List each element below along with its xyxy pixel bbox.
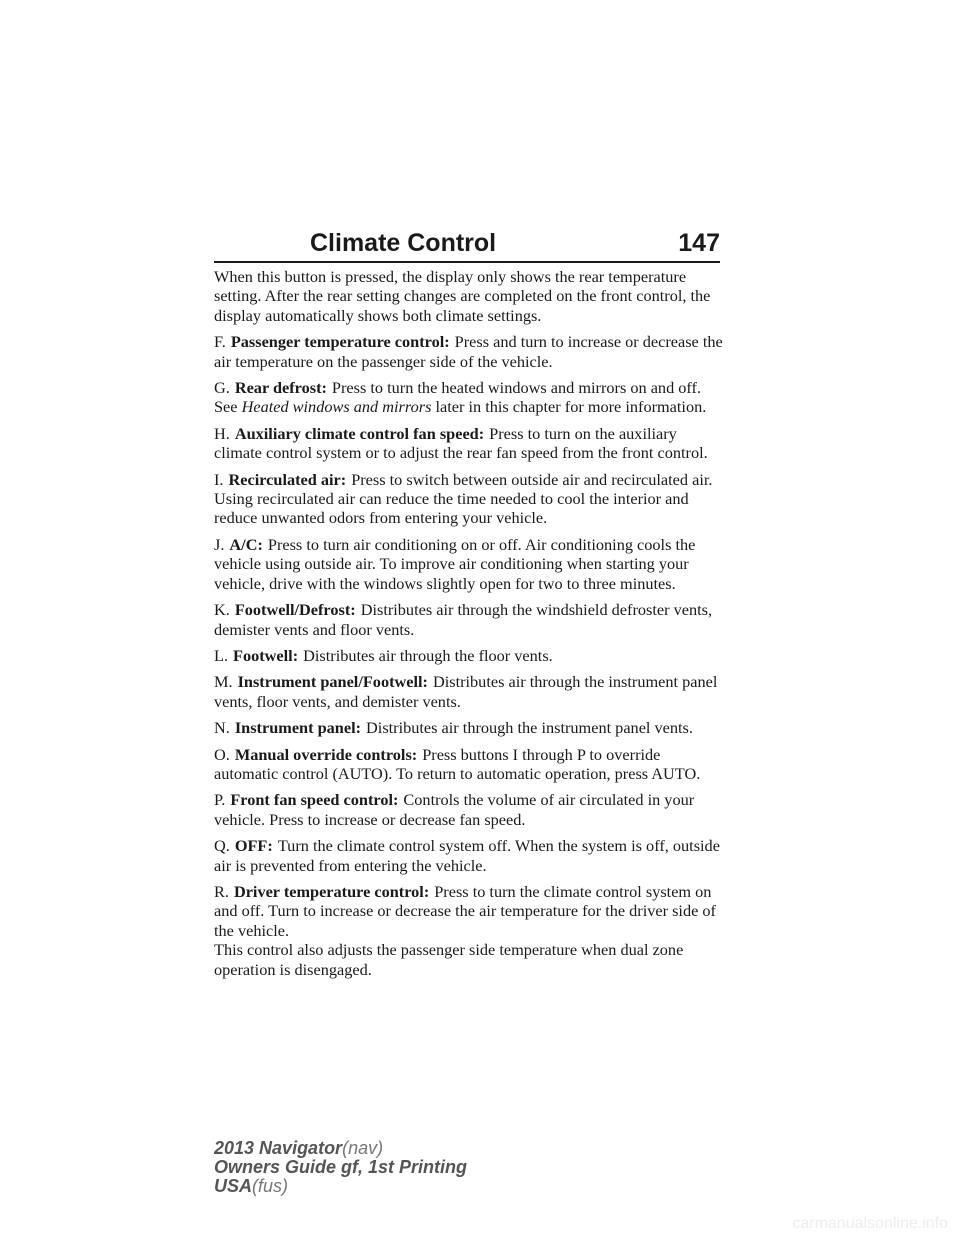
item-term: Passenger temperature control: — [230, 332, 450, 352]
item-letter: K. — [214, 600, 230, 620]
document-footer — [214, 1139, 467, 1196]
item-term: Manual override controls: — [234, 744, 418, 764]
item-term: A/C: — [229, 534, 263, 554]
item-j — [214, 535, 724, 593]
item-i — [214, 470, 724, 528]
item-f — [214, 332, 724, 371]
page-body — [214, 267, 724, 986]
footer-line-2 — [214, 1158, 467, 1177]
item-letter: Q. — [214, 836, 230, 856]
item-letter: L. — [214, 645, 229, 665]
item-text: Turn the climate control system off. When the system is off, outside air is prevented from entering the vehicle. — [214, 836, 720, 875]
item-q — [214, 836, 724, 875]
footer-model: 2013 Navigator — [214, 1138, 343, 1158]
item-n — [214, 718, 724, 737]
item-m — [214, 672, 724, 711]
section-title: Climate Control — [310, 229, 497, 257]
item-text: Press to turn air conditioning on or off. Air conditioning cools the vehicle using outside air. To improve air conditioning when starting your vehicle, drive with the windows slightly open for two to three minutes. — [214, 534, 696, 593]
item-text: Distributes air through the instrument panel vents. — [366, 718, 693, 738]
item-text: Press to switch between outside air and recirculated air. Using recirculated air can reduce the time needed to cool the interior and reduce unwanted odors from entering your vehicle. — [214, 469, 713, 528]
item-p — [214, 790, 724, 829]
item-letter: P. — [214, 790, 226, 810]
footer-market: USA — [214, 1176, 253, 1196]
item-letter: O. — [214, 744, 230, 764]
item-term: Footwell/Defrost: — [234, 600, 356, 620]
footer-guide: Owners Guide gf, 1st Printing — [214, 1157, 468, 1177]
item-text: later in this chapter for more information. — [435, 397, 707, 417]
intro-paragraph: When this button is pressed, the display only shows the rear temperature setting. After the rear setting changes are completed on the front control, the display automatically shows both climate settings. — [214, 267, 711, 325]
item-letter: N. — [214, 718, 230, 738]
item-text: Distributes air through the instrument panel vents, floor vents, and demister vents. — [214, 672, 718, 711]
item-text: Press to turn the heated windows and mirrors on and off. See — [214, 378, 702, 417]
item-term: Rear defrost: — [234, 378, 327, 398]
item-term: Instrument panel/Footwell: — [237, 672, 428, 692]
item-letter: I. — [214, 469, 224, 489]
item-letter: H. — [214, 423, 230, 443]
footer-line-3 — [214, 1177, 467, 1196]
header-rule — [214, 261, 720, 263]
footer-line-1 — [214, 1139, 467, 1158]
item-text: Distributes air through the windshield defroster vents, demister vents and floor vents. — [214, 600, 713, 639]
item-text: Press to turn on the auxiliary climate control system or to adjust the rear fan speed from the front control. — [214, 423, 708, 463]
item-text: Press buttons I through P to override automatic control (AUTO). To return to automatic operation, press AUTO. — [214, 744, 701, 783]
watermark-text: carmanualsonline.info — [792, 1215, 948, 1232]
item-l — [214, 646, 724, 665]
item-term: OFF: — [234, 836, 273, 856]
item-letter: M. — [214, 672, 233, 692]
page-number: 147 — [678, 229, 720, 257]
item-k — [214, 600, 724, 639]
item-g — [214, 378, 724, 417]
footer-model-code: (nav) — [342, 1138, 384, 1158]
item-term: Footwell: — [233, 645, 299, 665]
item-h — [214, 424, 724, 463]
item-term: Front fan speed control: — [230, 790, 399, 810]
item-letter: J. — [214, 534, 225, 554]
footer-market-code: (fus) — [252, 1176, 289, 1196]
item-o — [214, 745, 724, 784]
item-term: Instrument panel: — [234, 718, 362, 738]
item-text: Distributes air through the floor vents. — [303, 645, 553, 665]
item-term: Driver temperature control: — [233, 881, 430, 901]
closing-note: This control also adjusts the passenger side temperature when dual zone operation is disengaged. — [214, 940, 684, 979]
item-text: Controls the volume of air circulated in your vehicle. Press to increase or decrease fan speed. — [214, 790, 695, 829]
page-header — [214, 226, 720, 262]
item-letter: F. — [214, 332, 226, 352]
item-text: Press and turn to increase or decrease the air temperature on the passenger side of the vehicle. — [214, 332, 723, 371]
item-text: Press to turn the climate control system on and off. Turn to increase or decrease the air temperature for the driver side of the vehicle. — [214, 881, 716, 940]
item-term: Auxiliary climate control fan speed: — [234, 423, 485, 443]
item-letter: R. — [214, 881, 229, 901]
item-r — [214, 882, 724, 940]
item-letter: G. — [214, 378, 230, 398]
item-term: Recirculated air: — [228, 469, 347, 489]
cross-reference: Heated windows and mirrors — [241, 397, 432, 417]
